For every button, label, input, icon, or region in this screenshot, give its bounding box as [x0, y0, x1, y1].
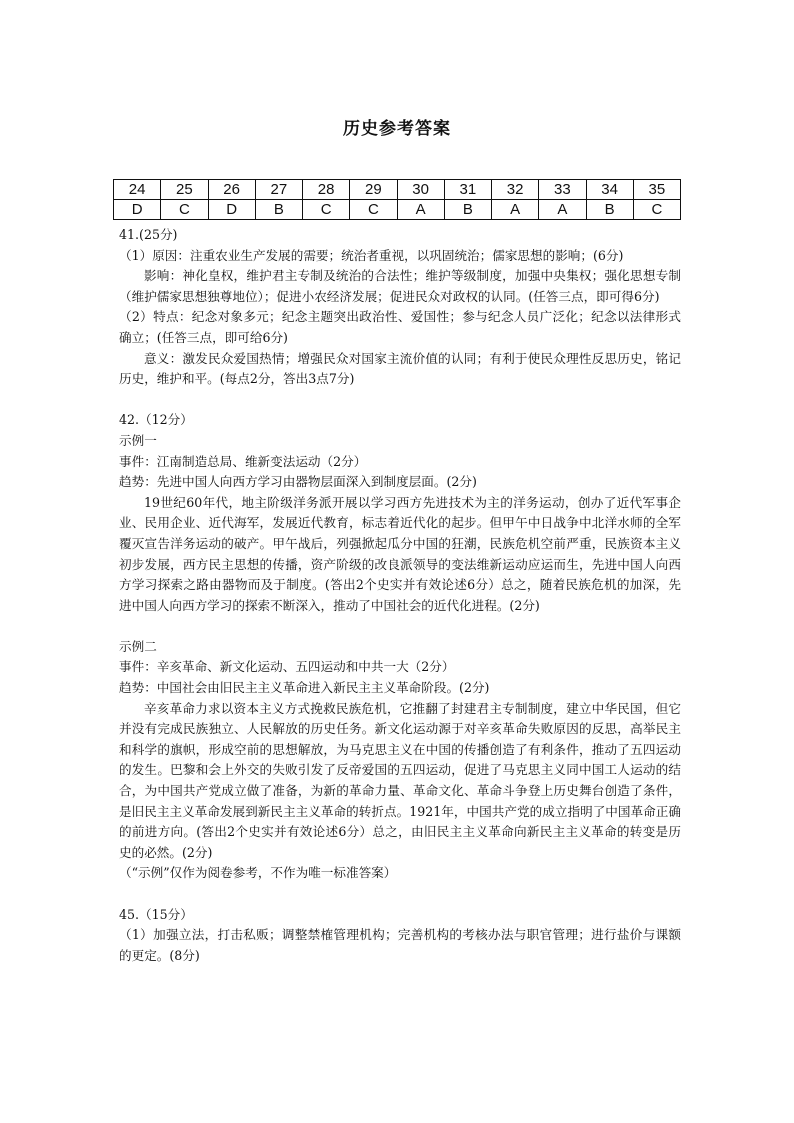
q42-header: 42.（12分）	[119, 412, 193, 428]
q42-example1-trend: 趋势：先进中国人向西方学习由器物层面深入到制度层面。(2分)	[119, 474, 477, 490]
question-number-cell: 35	[633, 180, 680, 200]
answer-cell: C	[303, 200, 350, 220]
q41-part2-features: （2）特点：纪念对象多元；纪念主题突出政治性、爱国性；参与纪念人员广泛化；纪念以法律形式确立；(任答三点，即可给6分)	[119, 309, 681, 345]
q42-example1-body: 19世纪60年代，地主阶级洋务派开展以学习西方先进技术为主的洋务运动，创办了近代军事企业、民用企业、近代海军，发展近代教育，标志着近代化的起步。但甲午中日战争中北洋水师的全军覆灭宣告洋务运动的破产。甲午战后，列强掀起瓜分中国的狂潮，民族危机空前严重，民族资本主义初步发展，西方民主思想的传播，资产阶级的改良派领导的变法维新运动应运而生，先进中国人向西方学习探索之路由器物而及于制度。(答出2个史实并有效论述6分）总之，随着民族危机的加深，先进中国人向西方学习的探索不断深入，推动了中国社会的近代化进程。(2分)	[119, 494, 681, 613]
q42-example1-event: 事件：江南制造总局、维新变法运动（2分）	[119, 453, 367, 469]
question-number-row	[114, 180, 681, 200]
answer-cell: B	[444, 200, 491, 220]
question-number-cell: 34	[586, 180, 633, 200]
q42-example2-label: 示例二	[119, 638, 157, 654]
q41-part1-impact: 影响：神化皇权，维护君主专制及统治的合法性；维护等级制度，加强中央集权；强化思想专制（维护儒家思想独尊地位）；促进小农经济发展；促进民众对政权的认同。(任答三点，即可得6分)	[119, 268, 681, 304]
answer-cell: C	[633, 200, 680, 220]
answer-cell: B	[586, 200, 633, 220]
q41-header: 41.(25分)	[119, 227, 178, 242]
answer-cell: A	[492, 200, 539, 220]
question-number-cell: 27	[255, 180, 302, 200]
q42-example2-body: 辛亥革命力求以资本主义方式挽救民族危机，它推翻了封建君主专制制度，建立中华民国，但它并没有完成民族独立、人民解放的历史任务。新文化运动源于对辛亥革命失败原因的反思，高举民主和科学的旗帜，形成空前的思想解放，为马克思主义在中国的传播创造了有利条件，推动了五四运动的发生。巴黎和会上外交的失败引发了反帝爱国的五四运动，促进了马克思主义同中国工人运动的结合，为中国共产党成立做了准备，为新的革命力量、革命文化、革命斗争登上历史舞台创造了条件，是旧民主主义革命发展到新民主主义革命的转折点。1921年，中国共产党的成立指明了中国革命正确的前进方向。(答出2个史实并有效论述6分）总之，由旧民主主义革命向新民主主义革命的转变是历史的必然。(2分)	[119, 700, 681, 860]
q41-part1-reasons: （1）原因：注重农业生产发展的需要；统治者重视，以巩固统治；儒家思想的影响；(6分)	[119, 247, 624, 263]
spacer	[119, 616, 681, 637]
question-number-cell: 30	[397, 180, 444, 200]
q42-example2-trend: 趋势：中国社会由旧民主主义革命进入新民主主义革命阶段。(2分)	[119, 680, 490, 696]
answer-cell: A	[539, 200, 586, 220]
answer-row	[114, 200, 681, 220]
question-number-cell: 33	[539, 180, 586, 200]
answer-cell: D	[208, 200, 255, 220]
q41-part2-significance: 意义：激发民众爱国热情；增强民众对国家主流价值的认同；有利于使民众理性反思历史，铭记历史，维护和平。(每点2分，答出3点7分)	[119, 350, 681, 387]
q45-part1: （1）加强立法，打击私贩；调整禁榷管理机构；完善机构的考核办法与职官管理；进行盐价与课额的更定。(8分)	[119, 927, 681, 963]
answer-table	[113, 179, 681, 220]
spacer	[119, 884, 681, 905]
question-number-cell: 29	[350, 180, 397, 200]
question-number-cell: 31	[444, 180, 491, 200]
question-number-cell: 32	[492, 180, 539, 200]
spacer	[119, 390, 681, 411]
q42-example1-label: 示例一	[119, 432, 157, 448]
answer-cell: C	[350, 200, 397, 220]
answer-cell: D	[114, 200, 161, 220]
q45-header: 45.（15分）	[119, 906, 193, 922]
answer-cell: B	[255, 200, 302, 220]
q42-example2-event: 事件：辛亥革命、新文化运动、五四运动和中共一大（2分）	[119, 659, 455, 675]
answer-cell: C	[161, 200, 208, 220]
question-number-cell: 24	[114, 180, 161, 200]
answer-body	[119, 225, 681, 966]
question-number-cell: 25	[161, 180, 208, 200]
page-title: 历史参考答案	[343, 119, 451, 139]
q42-note: （“示例”仅作为阅卷参考，不作为唯一标准答案）	[119, 865, 397, 881]
question-number-cell: 28	[303, 180, 350, 200]
answer-cell: A	[397, 200, 444, 220]
question-number-cell: 26	[208, 180, 255, 200]
